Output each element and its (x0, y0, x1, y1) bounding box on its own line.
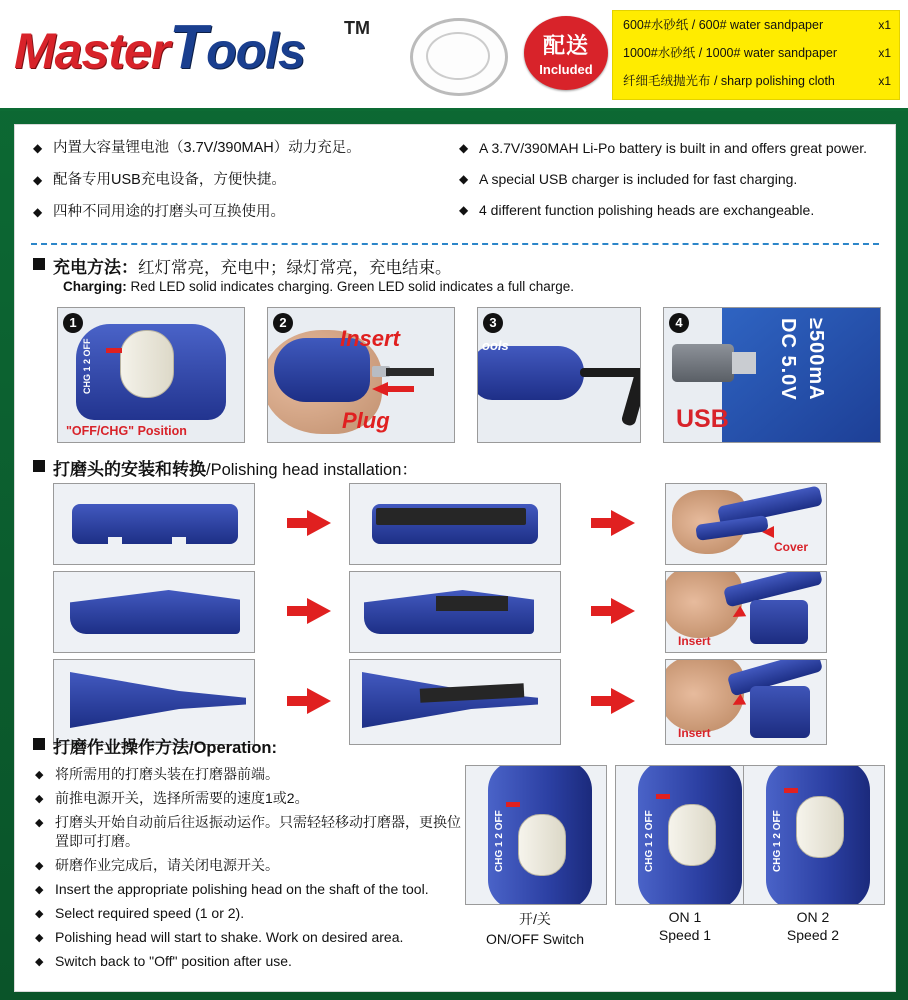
head-angled-sanded-photo (349, 571, 561, 653)
operation-step: ◆ Polishing head will start to shake. Work on desired area. (35, 928, 465, 947)
flow-arrow-icon (611, 510, 635, 536)
flow-arrow-tail (591, 696, 613, 706)
charging-step-2-photo (267, 307, 455, 443)
switch-scale-label: CHG 1 2 OFF (82, 338, 92, 394)
trademark-symbol: TM (344, 18, 370, 38)
flow-arrow-icon (611, 688, 635, 714)
switch-knob (668, 804, 716, 866)
heads-heading-cn: 打磨头的安装和转换 (53, 460, 206, 479)
step-1-caption: "OFF/CHG" Position (66, 424, 187, 438)
switch-caption-cn: ON 1 (668, 909, 702, 925)
charging-step-3-photo (477, 307, 641, 443)
hand-illustration (665, 659, 744, 732)
accessory-row (613, 39, 899, 67)
switch-scale-label: CHG 1 2 OFF (494, 810, 505, 872)
head-angled-photo (53, 571, 255, 653)
included-badge-en: Included (539, 62, 593, 77)
feature-item: ◆ 4 different function polishing heads are exchangeable. (459, 201, 883, 219)
insert-label: Insert (678, 726, 711, 740)
insert-label: Insert (678, 634, 711, 648)
flow-arrow-icon (611, 598, 635, 624)
cover-arrow-icon (762, 526, 774, 538)
head-insert-photo-1 (665, 571, 827, 653)
operation-step: ◆ 将所需用的打磨头装在打磨器前端。 (35, 765, 465, 784)
tool-head-socket (750, 600, 808, 644)
usb-current-label: ≥500mA (805, 318, 827, 401)
operation-heading (31, 733, 277, 758)
operation-step: ◆ Insert the appropriate polishing head on the shaft of the tool. (35, 880, 465, 899)
brand-logo (14, 13, 305, 82)
charging-desc-label: Charging: (63, 279, 127, 294)
accessory-list (612, 10, 900, 100)
operation-step: ◆ Select required speed (1 or 2). (35, 904, 465, 923)
switch-speed1-photo (615, 765, 757, 905)
accessory-qty: x1 (878, 18, 891, 32)
head-flat-photo (53, 483, 255, 565)
insert-arrow-tail (386, 386, 414, 392)
step-number-badge: 4 (669, 313, 689, 333)
accessory-row (613, 11, 899, 39)
usb-adapter-background (722, 308, 881, 442)
switch-red-indicator (784, 788, 798, 793)
switch-speed2-caption (743, 909, 883, 943)
switch-caption-en: Speed 2 (786, 927, 840, 943)
operation-heading-cn: 打磨作业操作方法 (53, 738, 189, 757)
step-number-badge: 3 (483, 313, 503, 333)
ring-inner-shape (426, 32, 490, 80)
insert-label: Insert (340, 326, 400, 351)
flow-arrow-icon (307, 688, 331, 714)
brand-t: T (169, 13, 207, 82)
feature-item: ◆ 四种不同用途的打磨头可互换使用。 (33, 203, 453, 222)
sandpaper-strip (376, 508, 526, 525)
tool-logo-text: ools (482, 338, 509, 353)
switch-caption-en: ON/OFF Switch (485, 931, 584, 947)
step-number-badge: 1 (63, 313, 83, 333)
heads-heading-en: /Polishing head installation： (206, 461, 418, 479)
charging-step-1-photo (57, 307, 245, 443)
usb-connector (672, 344, 734, 382)
sandpaper-strip (436, 596, 508, 611)
feature-item: ◆ A special USB charger is included for fast charging. (459, 170, 883, 188)
accessory-qty: x1 (878, 74, 891, 88)
switch-caption-cn: 开/关 (519, 911, 551, 927)
operation-steps (35, 765, 465, 976)
feature-item: ◆ 配备专用USB充电设备，方便快捷。 (33, 171, 453, 190)
charging-desc-text: Red LED solid indicates charging. Green LED solid indicates a full charge. (126, 279, 574, 294)
charging-heading-cn: 充电方法： (53, 258, 138, 277)
charging-cable (580, 368, 641, 377)
switch-speed2-photo (743, 765, 885, 905)
operation-heading-en: /Operation: (189, 739, 278, 757)
usb-connector-tip (732, 352, 756, 374)
accessory-label: 600#水砂纸 / 600# water sandpaper (623, 18, 824, 32)
head-taper-sanded-photo (349, 659, 561, 745)
flow-arrow-tail (287, 606, 309, 616)
switch-red-indicator (656, 794, 670, 799)
head-insert-photo-2 (665, 659, 827, 745)
operation-step: ◆ Switch back to "Off" position after use. (35, 952, 465, 971)
step-number-badge: 2 (273, 313, 293, 333)
switch-scale-label: CHG 1 2 OFF (772, 810, 783, 872)
feature-item: ◆ A 3.7V/390MAH Li-Po battery is built in and offers great power. (459, 139, 883, 157)
usb-voltage-label: DC 5.0V (777, 318, 799, 401)
charging-heading (31, 253, 452, 278)
page-header (0, 0, 908, 111)
flow-arrow-tail (287, 518, 309, 528)
operation-step: ◆ 打磨头开始自动前后往返振动运作。只需轻轻移动打磨器，更换位置即可打磨。 (35, 813, 465, 851)
switch-off-caption (465, 909, 605, 947)
polishing-head-taper (70, 672, 246, 728)
flow-arrow-icon (307, 510, 331, 536)
charging-heading-rest: 红灯常亮，充电中；绿灯常亮，充电结束。 (138, 259, 452, 277)
switch-speed1-caption (615, 909, 755, 943)
plug-label: Plug (342, 408, 390, 433)
head-notch (108, 537, 122, 545)
switch-knob (518, 814, 566, 876)
cover-label: Cover (774, 540, 809, 554)
accessory-label: 纤细毛绒抛光布 / sharp polishing cloth (623, 74, 835, 88)
switch-caption-cn: ON 2 (796, 909, 830, 925)
brand-master: Master (14, 23, 170, 79)
switch-scale-label: CHG 1 2 OFF (644, 810, 655, 872)
head-notch (172, 537, 186, 545)
operation-step: ◆ 前推电源开关，选择所需要的速度1或2。 (35, 789, 465, 808)
polishing-head-angled (70, 590, 240, 634)
switch-knob (120, 330, 174, 398)
flow-arrow-tail (591, 606, 613, 616)
flow-arrow-icon (307, 598, 331, 624)
charging-step-4-photo (663, 307, 881, 443)
operation-step: ◆ 研磨作业完成后，请关闭电源开关。 (35, 856, 465, 875)
head-flat-sanded-photo (349, 483, 561, 565)
features-english (459, 139, 883, 232)
head-cover-photo (665, 483, 827, 565)
tool-body-illustration (477, 346, 584, 400)
tool-head-socket (750, 686, 810, 738)
features-chinese (33, 139, 453, 235)
usb-label: USB (676, 405, 729, 433)
switch-caption-en: Speed 1 (658, 927, 712, 943)
included-badge (524, 16, 608, 90)
brand-ools: ools (206, 23, 305, 79)
switch-knob (796, 796, 844, 858)
accessory-label: 1000#水砂纸 / 1000# water sandpaper (623, 46, 838, 60)
switch-off-photo (465, 765, 607, 905)
flow-arrow-tail (591, 518, 613, 528)
content-panel (14, 124, 896, 992)
switch-red-indicator (506, 802, 520, 807)
polishing-ring-photo (404, 10, 508, 98)
charging-description (63, 279, 574, 294)
section-divider (31, 243, 879, 245)
plug-cable (386, 368, 434, 376)
polishing-head-flat (72, 504, 238, 544)
accessory-qty: x1 (878, 46, 891, 60)
charging-cable-bend (621, 369, 641, 427)
switch-red-indicator (106, 348, 122, 353)
flow-arrow-tail (287, 696, 309, 706)
heads-heading (31, 455, 418, 480)
features-section (15, 133, 895, 241)
accessory-row (613, 67, 899, 95)
included-badge-cn: 配送 (542, 33, 589, 58)
feature-item: ◆ 内置大容量锂电池（3.7V/390MAH）动力充足。 (33, 139, 453, 158)
